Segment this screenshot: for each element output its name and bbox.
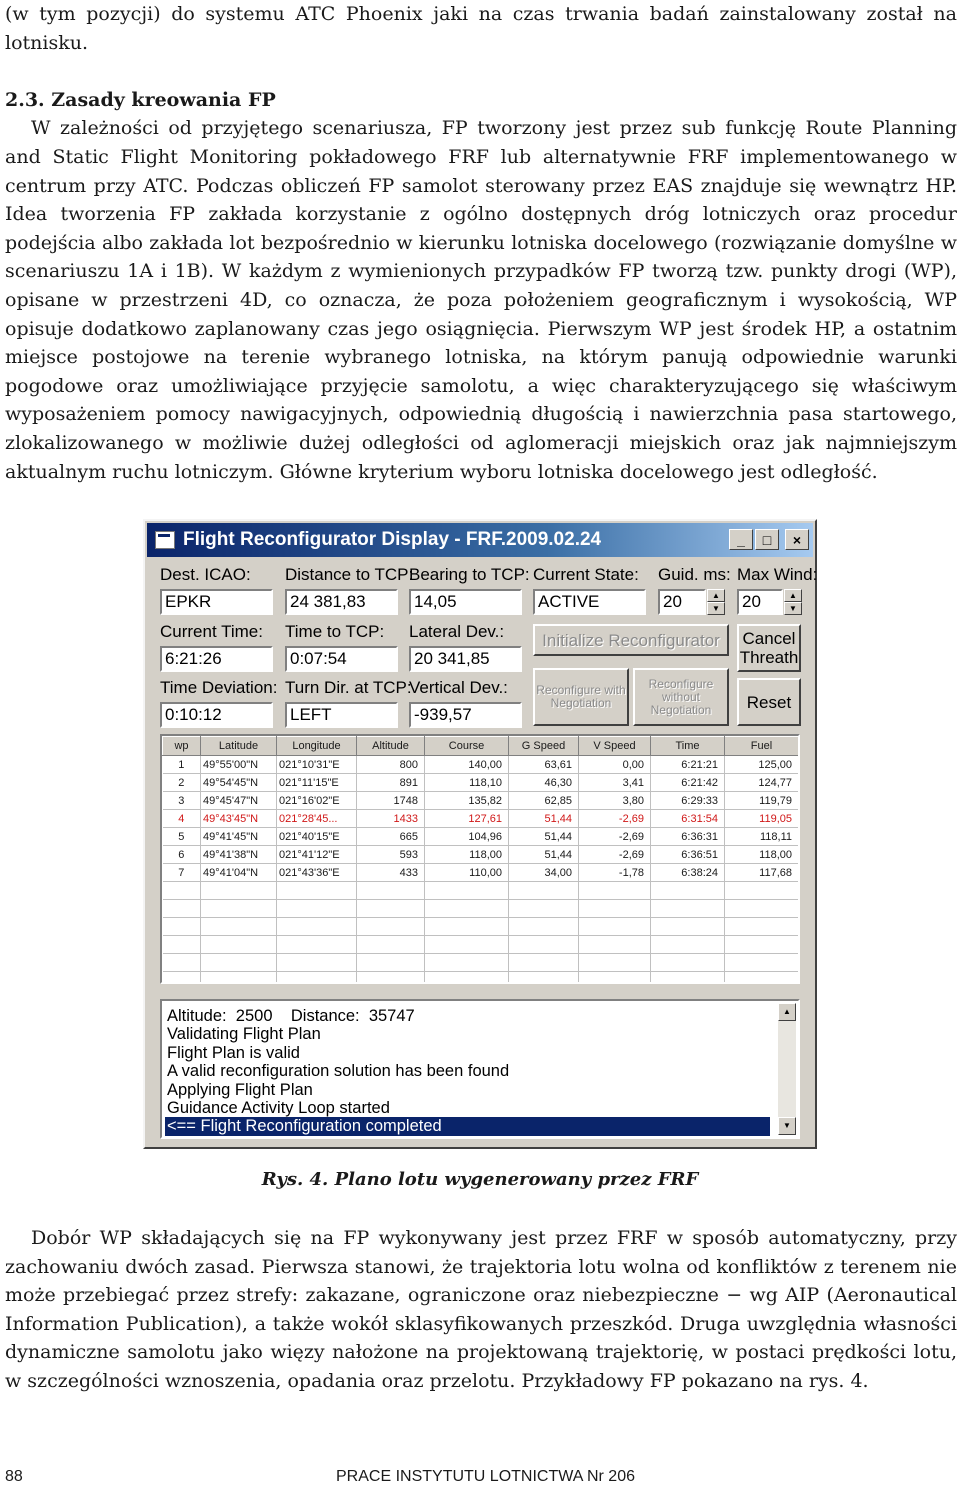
table-cell: 117,68 <box>725 864 799 882</box>
table-cell: 2 <box>163 774 201 792</box>
log-scrollbar[interactable] <box>778 1003 796 1135</box>
bottom-text-block <box>5 1224 957 1396</box>
table-cell: 49°41'04"N <box>201 864 277 882</box>
app-icon <box>155 531 175 549</box>
reset-button[interactable]: Reset <box>737 678 801 726</box>
distance-label: Distance: <box>290 1007 360 1025</box>
table-cell: 1433 <box>357 810 425 828</box>
table-cell: 6 <box>163 846 201 864</box>
page-number: 88 <box>5 1468 23 1485</box>
max-wind-field[interactable]: 20 <box>737 589 783 615</box>
log-header-line <box>167 1007 798 1025</box>
table-row[interactable] <box>163 864 799 882</box>
reconfigure-with-negotiation-button[interactable]: Reconfigure with Negotiation <box>533 668 629 726</box>
top-text-block <box>5 0 957 486</box>
table-cell: 0,00 <box>579 756 651 774</box>
table-cell: 118,00 <box>725 846 799 864</box>
table-cell: 34,00 <box>509 864 579 882</box>
table-cell: 51,44 <box>509 828 579 846</box>
table-cell: 49°54'45"N <box>201 774 277 792</box>
table-cell: 104,96 <box>425 828 509 846</box>
window-title: Flight Reconfigurator Display - FRF.2009.02.24 <box>183 529 602 550</box>
table-cell: 127,61 <box>425 810 509 828</box>
table-cell: 125,00 <box>725 756 799 774</box>
spin-down-icon[interactable]: ▼ <box>707 602 725 615</box>
log-line: Applying Flight Plan <box>167 1080 313 1099</box>
table-cell: 3 <box>163 792 201 810</box>
column-header[interactable]: Longitude <box>277 737 357 756</box>
dest-icao-label: Dest. ICAO: <box>160 565 251 584</box>
column-header[interactable]: Time <box>651 737 725 756</box>
table-cell: 6:38:24 <box>651 864 725 882</box>
window-titlebar[interactable] <box>147 523 813 557</box>
column-header[interactable]: Course <box>425 737 509 756</box>
table-cell: 6:36:51 <box>651 846 725 864</box>
table-cell: 4 <box>163 810 201 828</box>
table-cell: 3,80 <box>579 792 651 810</box>
altitude-value: 2500 <box>235 1007 273 1025</box>
table-cell: 49°55'00"N <box>201 756 277 774</box>
current-time-label: Current Time: <box>160 622 263 641</box>
body-paragraph-1: W zależności od przyjętego scenariusza, FP tworzony jest przez sub funkcję Route Planning and Static Flight Monitoring pokładowego FRF lub alternatywnie FRF implementowanego w centrum przy ATC. Podczas obliczeń FP samolot sterowany przez EAS znajduje się wewnątrz HP. Idea tworzenia FP zakłada korzystanie z ogólno dostępnych dróg lotniczych oraz procedur podejścia albo zakłada lot bezpośrednio w kierunku lotniska docelowego (rozwiązanie domyślne w scenariuszu 1A i 1B). W każdym z wymienionych przypadków FP tworzą tzw. punkty drogi (WP), opisane w przestrzeni 4D, co oznacza, że poza położeniem geograficznym i wysokością, WP opisuje dodatkowo zaplanowany czas jego osiągnięcia. Pierwszym WP jest środek HP, a ostatnim miejsce postojowe na terenie wybranego lotniska, na którym panują odpowiednie warunki pogodowe oraz umożliwiające przyjęcie samolotu, a więc charakteryzującego się właściwym wyposażeniem pomocy nawigacyjnych, odpowiednią długością i nawierzchnia pasa startowego, zlokalizowanego w możliwie dużej odległości od aglomeracji miejskich oraz jak najmniejszym aktualnym ruchu lotniczym. Główne kryterium wyboru lotniska docelowego jest odległość. <box>5 117 957 483</box>
guid-ms-label: Guid. ms: <box>658 565 731 584</box>
table-row[interactable] <box>163 774 799 792</box>
current-time-field[interactable]: 6:21:26 <box>160 646 273 672</box>
lateral-dev-field[interactable]: 20 341,85 <box>409 646 522 672</box>
table-cell: 021°40'15"E <box>277 828 357 846</box>
cancel-threat-button[interactable]: Cancel Threath <box>737 624 801 672</box>
status-log[interactable] <box>160 999 800 1139</box>
turn-dir-label: Turn Dir. at TCP: <box>285 678 412 697</box>
table-cell: 021°43'36"E <box>277 864 357 882</box>
time-tcp-field[interactable]: 0:07:54 <box>285 646 398 672</box>
guid-ms-spinner[interactable] <box>707 589 725 615</box>
table-row[interactable] <box>163 756 799 774</box>
maximize-button[interactable]: □ <box>755 529 779 550</box>
table-row-empty <box>163 972 799 985</box>
table-row-empty <box>163 954 799 972</box>
table-row[interactable] <box>163 792 799 810</box>
table-cell: 6:29:33 <box>651 792 725 810</box>
column-header[interactable]: Altitude <box>357 737 425 756</box>
table-cell: 1748 <box>357 792 425 810</box>
scroll-down-icon[interactable]: ▼ <box>778 1117 796 1135</box>
table-cell: 021°16'02"E <box>277 792 357 810</box>
table-cell: 6:21:21 <box>651 756 725 774</box>
waypoint-table[interactable] <box>160 734 800 984</box>
table-cell: 021°41'12"E <box>277 846 357 864</box>
table-cell: 119,79 <box>725 792 799 810</box>
table-cell: 110,00 <box>425 864 509 882</box>
log-line: A valid reconfiguration solution has been found <box>167 1062 510 1081</box>
time-deviation-label: Time Deviation: <box>160 678 278 697</box>
table-cell: 6:31:54 <box>651 810 725 828</box>
log-line: Guidance Activity Loop started <box>167 1099 390 1118</box>
table-cell: 119,05 <box>725 810 799 828</box>
column-header[interactable]: Latitude <box>201 737 277 756</box>
distance-tcp-field[interactable]: 24 381,83 <box>285 589 398 615</box>
table-cell: 51,44 <box>509 846 579 864</box>
column-header[interactable]: V Speed <box>579 737 651 756</box>
max-wind-label: Max Wind: <box>737 565 818 584</box>
table-cell: 63,61 <box>509 756 579 774</box>
table-row-empty <box>163 936 799 954</box>
column-header[interactable]: wp <box>163 737 201 756</box>
table-cell: 51,44 <box>509 810 579 828</box>
distance-tcp-label: Distance to TCP: <box>285 565 414 584</box>
scroll-up-icon[interactable]: ▲ <box>778 1003 796 1021</box>
table-cell: 49°41'45"N <box>201 828 277 846</box>
distance-value: 35747 <box>368 1007 415 1025</box>
time-deviation-field[interactable]: 0:10:12 <box>160 702 273 728</box>
table-cell: 49°41'38"N <box>201 846 277 864</box>
table-cell: -2,69 <box>579 846 651 864</box>
log-line: Validating Flight Plan <box>167 1025 321 1044</box>
table-cell: 021°10'31"E <box>277 756 357 774</box>
table-cell: 1 <box>163 756 201 774</box>
table-cell: 118,11 <box>725 828 799 846</box>
table-cell: 46,30 <box>509 774 579 792</box>
table-cell: 49°43'45"N <box>201 810 277 828</box>
altitude-label: Altitude: <box>167 1007 227 1025</box>
log-line: Flight Plan is valid <box>167 1043 300 1062</box>
bearing-tcp-label: Bearing to TCP: <box>409 565 530 584</box>
table-cell: 118,00 <box>425 846 509 864</box>
dest-icao-field[interactable]: EPKR <box>160 589 273 615</box>
table-row-highlighted[interactable] <box>163 810 799 828</box>
initialize-reconfigurator-button[interactable]: Initialize Reconfigurator <box>533 624 729 656</box>
table-cell: -2,69 <box>579 810 651 828</box>
table-row-empty <box>163 882 799 900</box>
spin-up-icon[interactable]: ▲ <box>784 589 802 602</box>
column-header[interactable]: Fuel <box>725 737 799 756</box>
table-cell: 124,77 <box>725 774 799 792</box>
table-cell: 800 <box>357 756 425 774</box>
table-row[interactable] <box>163 828 799 846</box>
figure-caption: Rys. 4. Plano lotu wygenerowany przez FRF <box>261 1169 699 1190</box>
table-cell: 118,10 <box>425 774 509 792</box>
table-cell: 021°11'15"E <box>277 774 357 792</box>
current-state-label: Current State: <box>533 565 639 584</box>
table-cell: 135,82 <box>425 792 509 810</box>
intro-line: (w tym pozycji) do systemu ATC Phoenix jaki na czas trwania badań zainstalowany został na lotnisku. <box>5 3 957 54</box>
table-header-row <box>163 737 799 756</box>
bearing-tcp-field[interactable]: 14,05 <box>409 589 522 615</box>
max-wind-spinner[interactable] <box>784 589 802 615</box>
table-cell: -1,78 <box>579 864 651 882</box>
table-cell: -2,69 <box>579 828 651 846</box>
table-cell: 665 <box>357 828 425 846</box>
reconfigure-without-negotiation-button[interactable]: Reconfigure without Negotiation <box>633 668 729 726</box>
section-heading: 2.3. Zasady kreowania FP <box>5 88 276 111</box>
table-cell: 7 <box>163 864 201 882</box>
table-row-empty <box>163 918 799 936</box>
table-cell: 49°45'47"N <box>201 792 277 810</box>
turn-dir-field[interactable]: LEFT <box>285 702 398 728</box>
table-cell: 891 <box>357 774 425 792</box>
spin-up-icon[interactable]: ▲ <box>707 589 725 602</box>
table-cell: 62,85 <box>509 792 579 810</box>
lateral-dev-label: Lateral Dev.: <box>409 622 505 641</box>
time-tcp-label: Time to TCP: <box>285 622 385 641</box>
table-cell: 593 <box>357 846 425 864</box>
column-header[interactable]: G Speed <box>509 737 579 756</box>
table-cell: 3,41 <box>579 774 651 792</box>
table-row[interactable] <box>163 846 799 864</box>
table-cell: 6:36:31 <box>651 828 725 846</box>
table-cell: 021°28'45... <box>277 810 357 828</box>
guid-ms-field[interactable]: 20 <box>658 589 706 615</box>
minimize-button[interactable]: _ <box>729 529 753 550</box>
body-paragraph-2: Dobór WP składających się na FP wykonywany jest przez FRF w sposób automatyczny, przy zachowaniu dwóch zasad. Pierwsza stanowi, że trajektoria lotu wolna od konfliktów z terenem nie może przebiegać przez strefy: zakazane, ograniczone oraz niebezpieczne − wg AIP (Aeronautical Information Publication), a także wokół sklasyfikowanych przeszkód. Druga uwzględnia własności dynamiczne samolotu jako więzy nałożone na projektowaną trajektorię, w postaci prędkości lotu, w szczególności wznoszenia, opadania oraz przelotu. Przykładowy FP pokazano na rys. 4. <box>5 1227 957 1392</box>
flight-reconfigurator-window <box>143 519 817 1149</box>
spin-down-icon[interactable]: ▼ <box>784 602 802 615</box>
table-row-empty <box>163 900 799 918</box>
log-line-selected[interactable]: <== Flight Reconfiguration completed <box>165 1117 770 1135</box>
table-cell: 433 <box>357 864 425 882</box>
journal-name: PRACE INSTYTUTU LOTNICTWA Nr 206 <box>336 1468 635 1485</box>
current-state-field[interactable]: ACTIVE <box>533 589 646 615</box>
close-button[interactable]: × <box>785 529 809 550</box>
vertical-dev-label: Vertical Dev.: <box>409 678 508 697</box>
table-cell: 6:21:42 <box>651 774 725 792</box>
table-cell: 140,00 <box>425 756 509 774</box>
vertical-dev-field[interactable]: -939,57 <box>409 702 522 728</box>
table-cell: 5 <box>163 828 201 846</box>
